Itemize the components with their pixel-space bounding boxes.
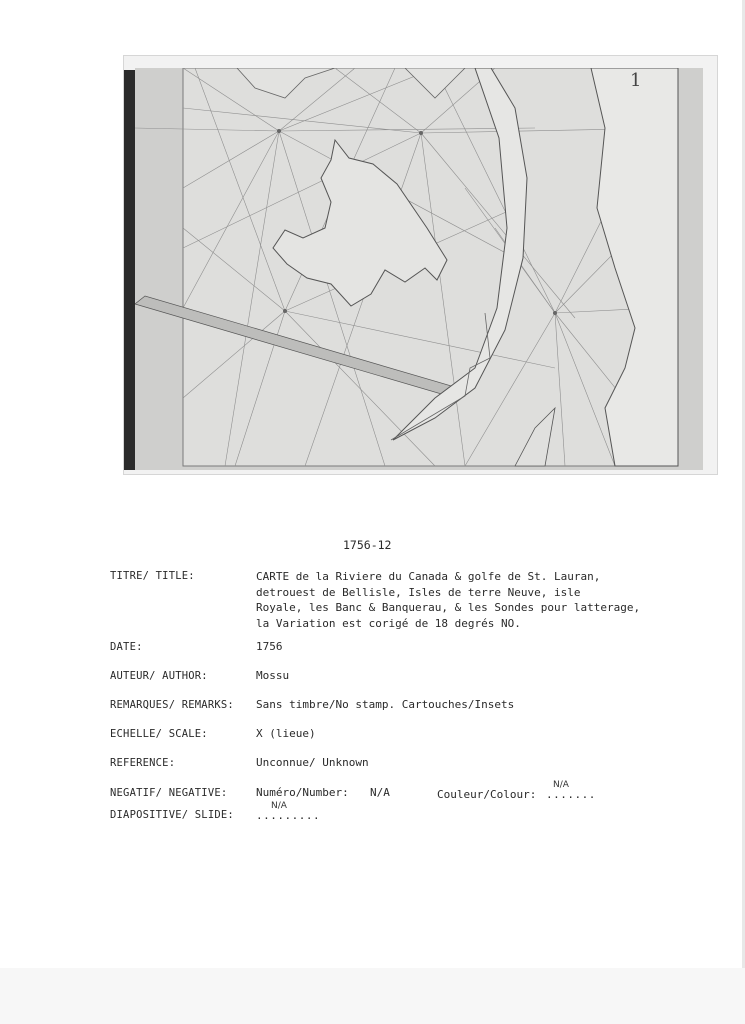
- page-edge-bottom: [0, 968, 745, 1024]
- colour-label: Couleur/Colour:: [437, 788, 537, 801]
- scale-value: X (lieue): [256, 727, 316, 740]
- slide-label: DIAPOSITIVE/ SLIDE:: [110, 809, 234, 821]
- scale-label: ECHELLE/ SCALE:: [110, 728, 208, 740]
- slide-value: N/A: [271, 801, 287, 811]
- remarks-label: REMARQUES/ REMARKS:: [110, 699, 234, 711]
- map-photograph: [123, 55, 718, 475]
- reference-label: REFERENCE:: [110, 757, 176, 769]
- photo-shadow: [124, 70, 135, 470]
- reference-number: 1756-12: [343, 538, 392, 552]
- colour-dots: .......: [546, 788, 596, 801]
- date-label: DATE:: [110, 641, 143, 653]
- negative-label: NEGATIF/ NEGATIVE:: [110, 787, 228, 799]
- map-image: [135, 68, 703, 470]
- map-corner-mark: 1: [630, 70, 642, 91]
- remarks-value: Sans timbre/No stamp. Cartouches/Insets: [256, 698, 515, 711]
- author-value: Mossu: [256, 669, 290, 682]
- colour-value: N/A: [553, 780, 569, 790]
- title-line: la Variation est corigé de 18 degrés NO.: [256, 616, 521, 630]
- title-line: detrouest de Bellisle, Isles de terre Neuve, isle: [256, 585, 581, 599]
- slide-dots: .........: [256, 809, 321, 822]
- title-value: [256, 569, 696, 631]
- author-label: AUTEUR/ AUTHOR:: [110, 670, 208, 682]
- title-line: CARTE de la Riviere du Canada & golfe de St. Lauran,: [256, 570, 601, 583]
- reference-value: Unconnue/ Unknown: [256, 756, 369, 769]
- map-illustration: [135, 68, 703, 470]
- date-value: 1756: [256, 640, 283, 653]
- title-label: TITRE/ TITLE:: [110, 570, 195, 582]
- number-label: Numéro/Number:: [256, 786, 349, 799]
- title-line: Royale, les Banc & Banquerau, & les Sondes pour latterage,: [256, 601, 641, 614]
- number-value: N/A: [370, 786, 390, 799]
